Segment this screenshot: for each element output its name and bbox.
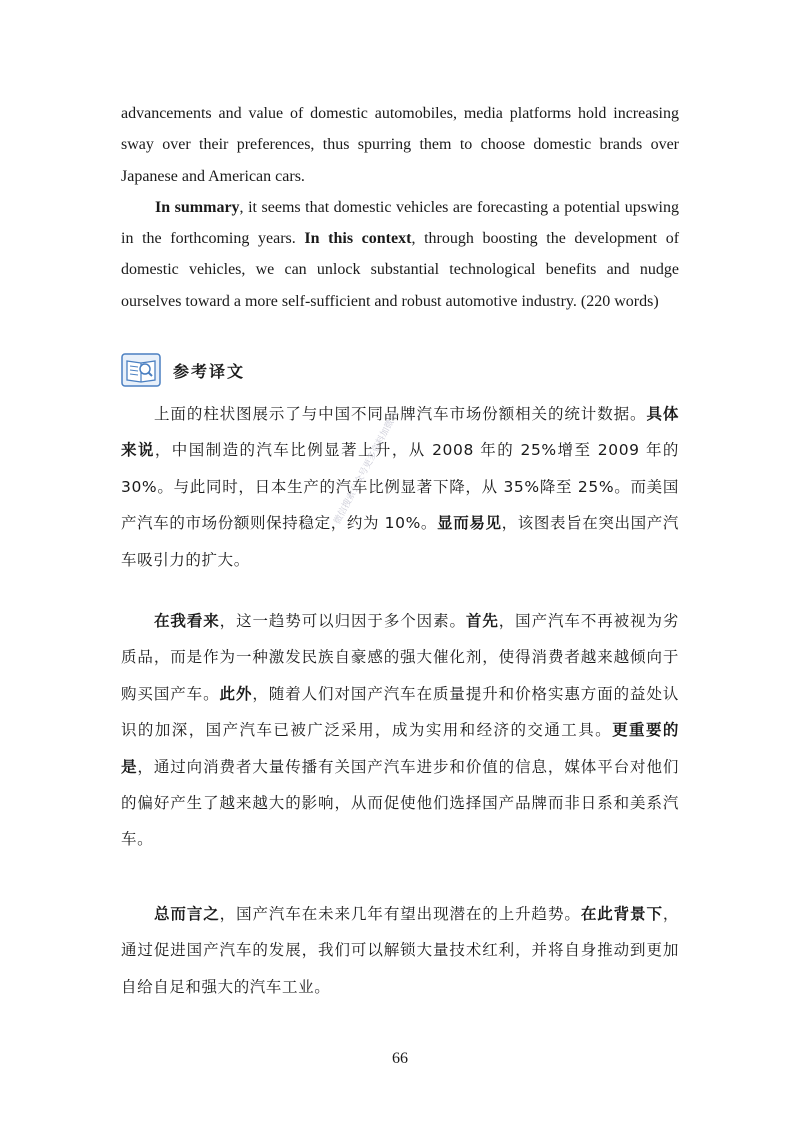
english-text: , through boosting the development of domestic vehicles, we can unlock substantial technological benefits and nudge ourselves toward a more self-sufficient and robust automotive industry. (220 words) — [121, 230, 680, 310]
section-heading — [121, 352, 245, 388]
chinese-text: ，这一趋势可以归因于多个因素。 — [219, 612, 466, 630]
chinese-text: ，国产汽车不再被视为劣质品，而是作为一种激发民族自豪感的强大催化剂，使得消费者越来越倾向于购买国产车。 — [121, 612, 680, 703]
chinese-paragraph-2 — [121, 603, 679, 858]
chinese-text: ，通过促进国产汽车的发展，我们可以解锁大量技术红利，并将自身推动到更加自给自足和强大的汽车工业。 — [121, 905, 679, 996]
magnifier-book-icon — [121, 353, 161, 387]
watermark-text: 微信搜索公众号更多资料加微信 — [332, 410, 401, 527]
english-paragraph-2 — [121, 192, 679, 317]
bold-phrase: 具体来说 — [121, 405, 679, 460]
chinese-text: 上面的柱状图展示了与中国不同品牌汽车市场份额相关的统计数据。 — [154, 405, 647, 423]
chinese-paragraph-1 — [121, 396, 679, 578]
bold-phrase: 首先 — [465, 612, 499, 630]
bold-phrase-in-summary: In summary — [155, 198, 240, 216]
english-essay-ending — [121, 98, 679, 317]
bold-phrase: 在此背景下 — [580, 905, 663, 923]
bold-phrase: 此外 — [219, 684, 253, 703]
english-paragraph-1: advancements and value of domestic automobiles, media platforms hold increasing sway over their preferences, thus spurring them to choose domestic brands over Japanese and American cars. — [121, 105, 679, 185]
english-text: , it seems that domestic vehicles are forecasting a potential upswing in the forthcoming years. — [121, 198, 679, 248]
bold-phrase-in-this-context: In this context — [304, 230, 412, 248]
chinese-text: ，该图表旨在突出国产汽车吸引力的扩大。 — [121, 514, 679, 569]
chinese-text: ，中国制造的汽车比例显著上升，从 2008 年的 25%增至 2009 年的 30%。与此同时，日本生产的汽车比例显著下降，从 35%降至 25%。而美国产汽车的市场份额则保持稳定，约为 10%。 — [121, 441, 679, 533]
chinese-paragraph-3 — [121, 896, 679, 1005]
bold-phrase: 在我看来 — [154, 612, 220, 630]
section-title: 参考译文 — [173, 361, 246, 381]
bold-phrase: 总而言之 — [154, 905, 220, 923]
chinese-translation — [121, 396, 679, 578]
chinese-translation-2 — [121, 603, 679, 858]
bold-phrase: 更重要的是 — [121, 721, 679, 776]
chinese-translation-3 — [121, 896, 679, 1005]
chinese-text: ，随着人们对国产汽车在质量提升和价格实惠方面的益处认识的加深，国产汽车已被广泛采用，成为实用和经济的交通工具。 — [121, 684, 679, 740]
chinese-text: ，国产汽车在未来几年有望出现潜在的上升趋势。 — [219, 905, 581, 923]
bold-phrase: 显而易见 — [437, 514, 502, 533]
chinese-text: ，通过向消费者大量传播有关国产汽车进步和价值的信息，媒体平台对他们的偏好产生了越来越大的影响，从而促使他们选择国产品牌而非日系和美系汽车。 — [121, 757, 679, 849]
page-number: 66 — [392, 1050, 408, 1067]
